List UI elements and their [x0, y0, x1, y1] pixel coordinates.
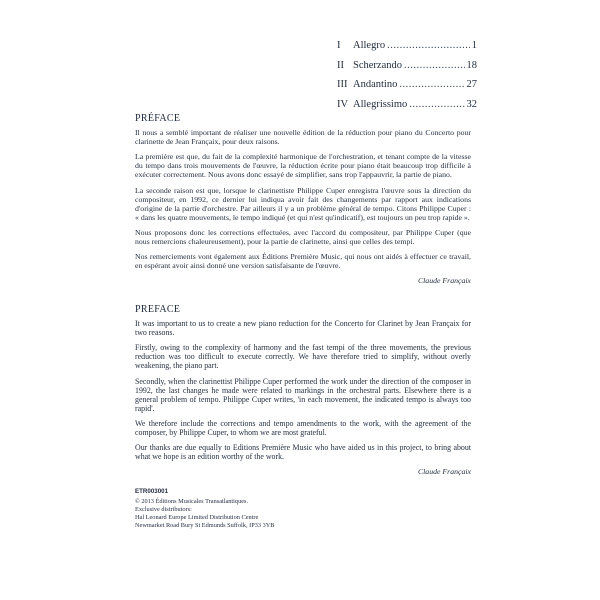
- toc-dot-leader: [387, 40, 470, 51]
- preface-heading-en: PREFACE: [135, 304, 181, 315]
- table-of-contents: [337, 40, 477, 118]
- publisher-footer: [135, 488, 435, 530]
- toc-dot-leader: [409, 99, 464, 110]
- catalog-code: ETR003001: [135, 488, 169, 495]
- distributors-label: Exclusive distributors:: [135, 506, 192, 513]
- toc-entry: [337, 79, 477, 99]
- toc-numeral: III: [337, 79, 348, 90]
- copyright-line: © 2013 Éditions Musicales Transatlantiques.: [135, 498, 249, 505]
- toc-title: Andantino: [353, 79, 398, 90]
- toc-title: Allegro: [353, 40, 386, 51]
- toc-page-number: 27: [466, 79, 477, 90]
- toc-numeral: IV: [337, 98, 349, 110]
- toc-entry: [337, 60, 477, 80]
- toc-entry: [337, 40, 477, 60]
- toc-dot-leader: [404, 60, 465, 71]
- paragraph: We therefore include the corrections and tempo amendments to the work, with the agreement of the composer, by Philippe Cuper, to whom we are most grateful.: [135, 418, 471, 438]
- paragraph: La seconde raison est que, lorsque le clarinettiste Philippe Cuper enregistra l'œuvre sous la direction du compositeur, en 1992, ce dernier lui indiqua avoir fait des changements par rapport aux indications d'origine de la partie d'orchestre. Par ailleurs il y a un problème général de tempo. Citons Philippe Cuper : « dans les quatre mouvements, le tempo indiqué (et qui n'est qu'indicatif), est toujours un peu trop rapide ».: [135, 185, 471, 222]
- signature-en: Claude Françaix: [417, 467, 471, 477]
- paragraph: Firstly, owing to the complexity of harmony and the fast tempi of the three movements, the previous reduction was too difficult to execute correctly. We have therefore tried to simplify, without overly weakening, the piano part.: [135, 343, 471, 371]
- paragraph: It was important to us to create a new piano reduction for the Concerto for Clarinet by Jean Françaix for two reasons.: [135, 319, 471, 338]
- toc-page-number: 1: [471, 40, 477, 51]
- paragraph: Nous proposons donc les corrections effectuées, avec l'accord du compositeur, par Philippe Cuper (que nous remercions chaleureusement), pour la partie de clarinette, ainsi que celles des tempi.: [135, 227, 471, 247]
- distributor-address: Newmarket Road Bury St Edmunds Suffolk, IP33 3YB: [135, 522, 275, 529]
- toc-title: Scherzando: [353, 59, 402, 71]
- paragraph: Il nous a semblé important de réaliser une nouvelle édition de la réduction pour piano du Concerto pour clarinette de Jean Françaix, pour deux raisons.: [135, 128, 471, 147]
- paragraph: Our thanks are due equally to Editions Première Music who have aided us in this project, to bring about what we hope is an edition worthy of the work.: [135, 443, 471, 462]
- distributor-name: Hal Leonard Europe Limited Distribution Centre: [135, 514, 259, 521]
- paragraph: La première est que, du fait de la complexité harmonique de l'orchestration, et tenant compte de la vitesse du tempo dans trois mouvements de l'œuvre, la réduction écrite pour piano était beaucoup trop difficile à exécuter correctement. Nous avons donc essayé de simplifier, sans trop l'appauvrir, la partie de piano.: [135, 152, 471, 180]
- signature-fr: Claude Françaix: [417, 276, 471, 286]
- toc-page-number: 32: [466, 98, 477, 110]
- toc-title: Allegrissimo: [353, 98, 408, 110]
- toc-dot-leader: [399, 79, 464, 90]
- paragraph: Secondly, when the clarinettist Philippe Cuper performed the work under the direction of the composer in 1992, the last changes he made were related to markings in the orchestral parts. Elsewhere there is a general problem of tempo. Philippe Cuper writes, 'in each movement, the indicated tempo is always too rapid'.: [135, 376, 471, 413]
- toc-numeral: II: [337, 59, 344, 71]
- toc-page-number: 18: [466, 59, 477, 71]
- preface-french: [135, 114, 471, 285]
- paragraph: Nos remerciements vont également aux Éditions Première Music, qui nous ont aidés à effectuer ce travail, en espérant avoir ainsi donné une version satisfaisante de l'œuvre.: [135, 252, 471, 271]
- preface-heading-fr: PRÉFACE: [135, 113, 181, 124]
- toc-numeral: I: [337, 40, 341, 51]
- preface-english: [135, 305, 471, 476]
